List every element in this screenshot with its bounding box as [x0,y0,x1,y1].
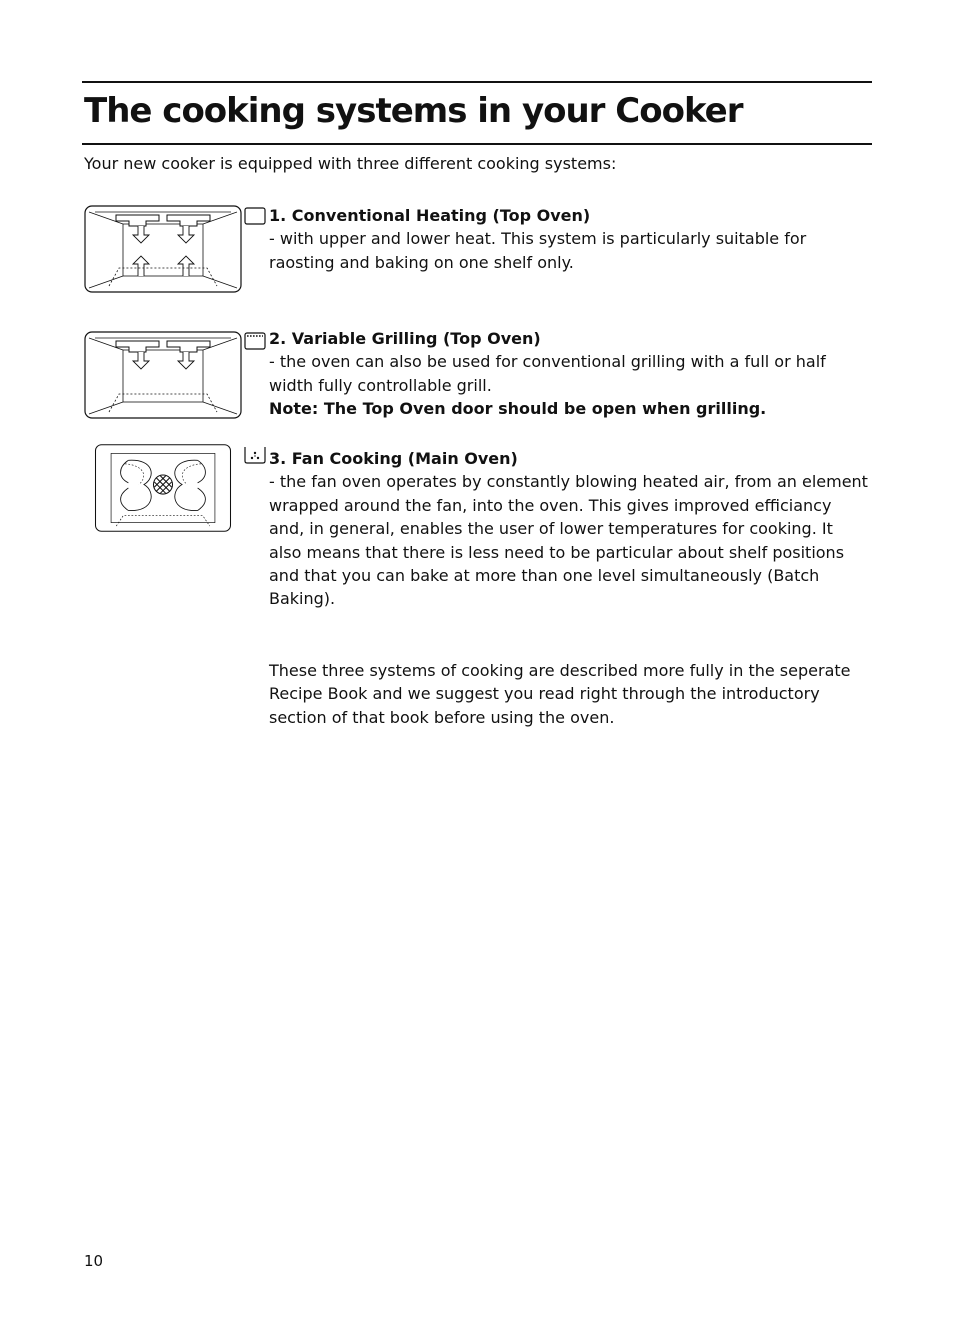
system-grill [269,327,869,421]
page-title: The cooking systems in your Cooker [84,91,743,131]
system-description: - with upper and lower heat. This system is particularly suitable for raosting and baking on one shelf only. [269,229,807,272]
top-rule [82,81,872,83]
grill-note: Note: The Top Oven door should be open when grilling. [269,399,767,419]
grill-icon [244,332,266,350]
fan-icon [244,446,266,464]
system-heading: 3. Fan Cooking (Main Oven) [269,449,518,468]
system-fan [269,447,869,611]
title-rule [82,143,872,145]
system-description: - the oven can also be used for conventional grilling with a full or half width fully controllable grill. [269,352,826,395]
conventional-oven-diagram [83,204,243,294]
system-conventional [269,204,869,274]
system-heading: 1. Conventional Heating (Top Oven) [269,206,591,225]
system-description: - the fan oven operates by constantly blowing heated air, from an element wrapped around the fan, into the oven. This gives improved efficiancy and, in general, enables the user of lower temperatures for cooking. It also means that there is less need to be particular about shelf positions and that you can bake at more than one level simultaneously (Batch Baking). [269,472,868,609]
fan-oven-diagram [83,443,243,533]
system-heading: 2. Variable Grilling (Top Oven) [269,329,541,348]
conventional-heating-icon [244,207,266,225]
closing-paragraph [269,659,869,729]
closing-text: These three systems of cooking are described more fully in the seperate Recipe Book and we suggest you read right through the introductory section of that book before using the oven. [269,661,851,727]
intro-text: Your new cooker is equipped with three different cooking systems: [84,154,617,173]
page-number: 10 [84,1252,104,1270]
grill-oven-diagram [83,330,243,420]
